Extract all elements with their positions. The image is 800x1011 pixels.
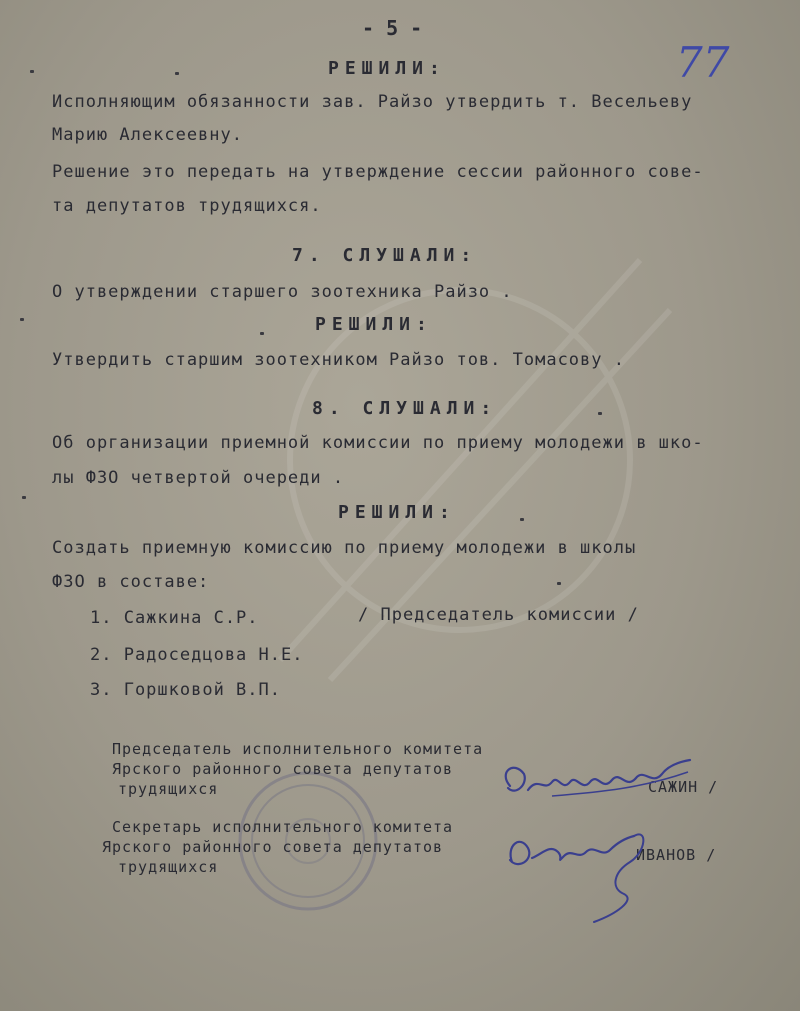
archive-number: 77 [676, 38, 730, 87]
ink-speck [598, 412, 602, 415]
ink-speck [22, 496, 26, 499]
chair-title-line: Ярского районного совета депутатов [112, 760, 454, 778]
heading-heard-7: 7. СЛУШАЛИ: [292, 245, 478, 266]
body-line: та депутатов трудящихся. [52, 196, 322, 216]
secretary-title-line: Ярского районного совета депутатов [102, 838, 444, 856]
chair-title-line: Председатель исполнительного комитета [112, 740, 484, 758]
body-line: Исполняющим обязанности зав. Райзо утвердить т. Весельеву [52, 92, 693, 112]
heading-decided-1: РЕШИЛИ: [328, 58, 446, 79]
ink-speck [520, 518, 524, 521]
body-line: лы ФЗО четвертой очереди . [52, 468, 345, 488]
chair-name: САЖИН / [648, 778, 719, 796]
secretary-signature [498, 800, 658, 930]
chair-title-line: трудящихся [118, 780, 219, 798]
ink-speck [260, 332, 264, 335]
body-line: ФЗО в составе: [52, 572, 210, 592]
body-line: Решение это передать на утверждение сессии районного сове- [52, 162, 704, 182]
secretary-name: ИВАНОВ / [636, 846, 717, 864]
body-line: Об организации приемной комиссии по приему молодежи в шко- [52, 433, 704, 453]
body-line: Создать приемную комиссию по приему молодежи в школы [52, 538, 637, 558]
body-line: Марию Алексеевну. [52, 125, 243, 145]
page-number: - 5 - [362, 16, 423, 40]
heading-decided-2: РЕШИЛИ: [315, 314, 433, 335]
heading-decided-3: РЕШИЛИ: [338, 502, 456, 523]
body-line: О утверждении старшего зоотехника Райзо . [52, 282, 513, 302]
ink-speck [557, 582, 561, 585]
secretary-title-line: трудящихся [118, 858, 219, 876]
body-line: Утвердить старшим зоотехником Райзо тов. Томасову . [52, 350, 625, 370]
ink-speck [175, 72, 179, 75]
member-item: 2. Радоседцова Н.Е. [90, 645, 304, 665]
heading-heard-8: 8. СЛУШАЛИ: [312, 398, 498, 419]
ink-speck [30, 70, 34, 73]
ink-speck [20, 318, 24, 321]
secretary-title-line: Секретарь исполнительного комитета [112, 818, 454, 836]
member-item: 1. Сажкина С.Р. [90, 608, 259, 628]
member-item: 3. Горшковой В.П. [90, 680, 281, 700]
member-role: / Председатель комиссии / [358, 605, 639, 625]
